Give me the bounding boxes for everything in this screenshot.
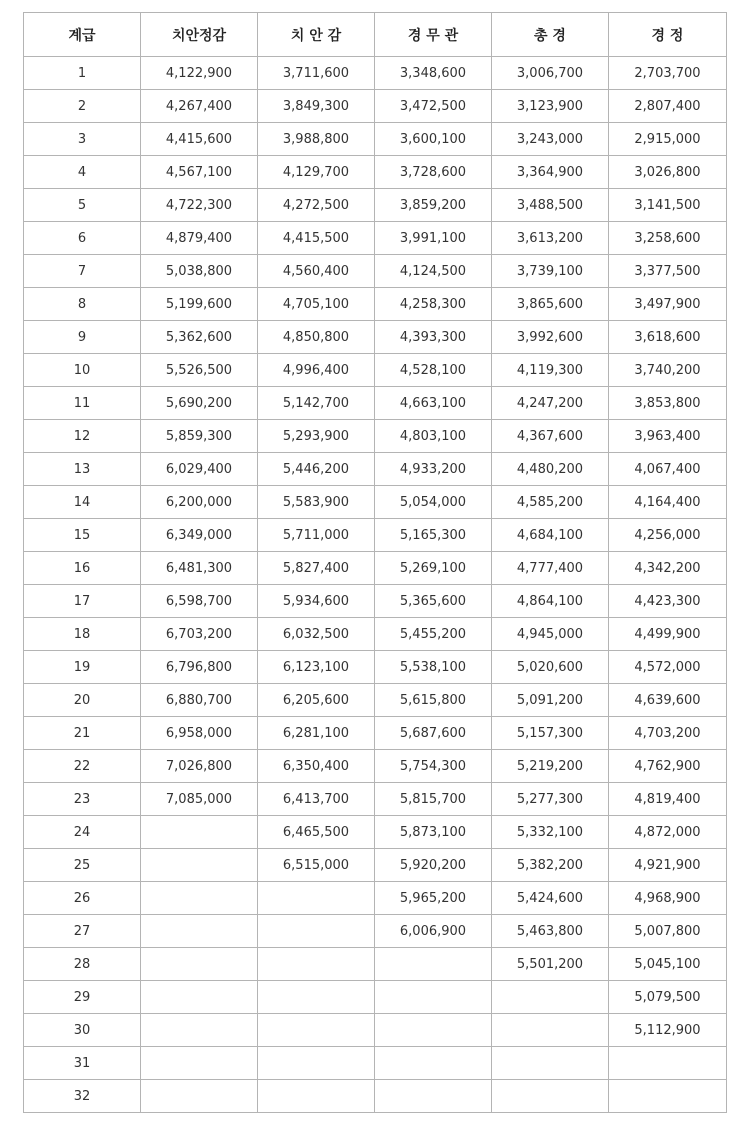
salary-cell: 4,129,700 [258,156,375,189]
salary-cell: 5,157,300 [492,717,609,750]
grade-cell: 12 [24,420,141,453]
salary-cell: 6,703,200 [141,618,258,651]
table-row [24,288,727,321]
salary-cell: 4,684,100 [492,519,609,552]
salary-cell: 4,499,900 [609,618,727,651]
salary-cell: 4,996,400 [258,354,375,387]
salary-cell: 4,663,100 [375,387,492,420]
table-row [24,123,727,156]
salary-cell [375,948,492,981]
salary-cell: 6,413,700 [258,783,375,816]
grade-cell: 3 [24,123,141,156]
salary-cell: 6,281,100 [258,717,375,750]
salary-cell: 4,968,900 [609,882,727,915]
salary-cell: 4,480,200 [492,453,609,486]
salary-cell: 6,598,700 [141,585,258,618]
salary-table-container [23,12,726,1113]
salary-cell: 3,992,600 [492,321,609,354]
salary-cell: 3,348,600 [375,57,492,90]
salary-cell: 2,807,400 [609,90,727,123]
grade-cell: 11 [24,387,141,420]
salary-cell: 5,446,200 [258,453,375,486]
grade-cell: 2 [24,90,141,123]
salary-cell [141,1047,258,1080]
table-row [24,915,727,948]
salary-cell: 3,377,500 [609,255,727,288]
salary-cell: 6,123,100 [258,651,375,684]
salary-cell: 5,269,100 [375,552,492,585]
salary-cell: 5,920,200 [375,849,492,882]
table-row [24,420,727,453]
salary-cell: 3,613,200 [492,222,609,255]
grade-cell: 16 [24,552,141,585]
salary-cell: 3,243,000 [492,123,609,156]
grade-cell: 9 [24,321,141,354]
grade-cell: 7 [24,255,141,288]
salary-cell: 6,481,300 [141,552,258,585]
grade-cell: 18 [24,618,141,651]
grade-cell: 13 [24,453,141,486]
table-row [24,981,727,1014]
salary-cell: 3,364,900 [492,156,609,189]
salary-cell: 3,026,800 [609,156,727,189]
salary-cell: 3,497,900 [609,288,727,321]
salary-cell: 5,332,100 [492,816,609,849]
table-row [24,453,727,486]
salary-cell: 6,032,500 [258,618,375,651]
salary-cell: 5,424,600 [492,882,609,915]
table-row [24,519,727,552]
table-row [24,684,727,717]
table-row [24,552,727,585]
salary-cell: 4,342,200 [609,552,727,585]
salary-cell: 4,572,000 [609,651,727,684]
table-row [24,486,727,519]
salary-cell: 5,382,200 [492,849,609,882]
table-row [24,651,727,684]
salary-cell: 3,006,700 [492,57,609,90]
salary-cell: 3,618,600 [609,321,727,354]
grade-cell: 27 [24,915,141,948]
salary-cell: 5,934,600 [258,585,375,618]
salary-cell [258,981,375,1014]
salary-cell: 3,711,600 [258,57,375,90]
salary-cell: 4,560,400 [258,255,375,288]
table-row [24,750,727,783]
salary-cell: 5,859,300 [141,420,258,453]
grade-cell: 8 [24,288,141,321]
salary-cell: 3,488,500 [492,189,609,222]
table-row [24,1080,727,1113]
table-row [24,585,727,618]
salary-cell: 4,267,400 [141,90,258,123]
table-row [24,1014,727,1047]
salary-cell: 3,853,800 [609,387,727,420]
grade-cell: 17 [24,585,141,618]
salary-cell: 5,815,700 [375,783,492,816]
salary-cell [609,1080,727,1113]
table-row [24,882,727,915]
salary-cell: 5,690,200 [141,387,258,420]
salary-cell: 6,006,900 [375,915,492,948]
salary-cell: 4,803,100 [375,420,492,453]
salary-cell: 4,256,000 [609,519,727,552]
salary-cell [375,1014,492,1047]
salary-cell: 5,362,600 [141,321,258,354]
header-col-3: 경 무 관 [375,13,492,57]
table-row [24,816,727,849]
salary-cell: 4,124,500 [375,255,492,288]
table-row [24,618,727,651]
salary-cell: 4,762,900 [609,750,727,783]
salary-cell: 6,958,000 [141,717,258,750]
salary-cell: 6,350,400 [258,750,375,783]
header-col-2: 치 안 감 [258,13,375,57]
salary-cell: 5,142,700 [258,387,375,420]
salary-cell: 4,415,600 [141,123,258,156]
grade-cell: 10 [24,354,141,387]
salary-cell: 3,859,200 [375,189,492,222]
grade-cell: 24 [24,816,141,849]
salary-cell [141,981,258,1014]
table-row [24,156,727,189]
grade-cell: 23 [24,783,141,816]
salary-cell: 5,365,600 [375,585,492,618]
table-row [24,189,727,222]
salary-cell: 5,965,200 [375,882,492,915]
salary-cell: 2,703,700 [609,57,727,90]
salary-cell: 6,465,500 [258,816,375,849]
salary-cell: 3,963,400 [609,420,727,453]
salary-cell [141,849,258,882]
salary-cell [141,882,258,915]
salary-cell: 4,528,100 [375,354,492,387]
salary-cell: 4,567,100 [141,156,258,189]
salary-cell: 4,864,100 [492,585,609,618]
header-col-1: 치안정감 [141,13,258,57]
salary-cell [258,1014,375,1047]
table-row [24,948,727,981]
salary-cell: 5,091,200 [492,684,609,717]
salary-cell: 5,711,000 [258,519,375,552]
salary-cell: 4,879,400 [141,222,258,255]
header-col-5: 경 정 [609,13,727,57]
salary-cell: 6,200,000 [141,486,258,519]
table-row [24,717,727,750]
table-header-row [24,13,727,57]
salary-cell: 4,639,600 [609,684,727,717]
salary-cell: 4,872,000 [609,816,727,849]
salary-cell: 3,991,100 [375,222,492,255]
salary-cell: 4,415,500 [258,222,375,255]
salary-cell: 5,045,100 [609,948,727,981]
salary-cell: 5,165,300 [375,519,492,552]
salary-cell: 4,258,300 [375,288,492,321]
table-row [24,849,727,882]
salary-cell: 5,754,300 [375,750,492,783]
salary-cell: 3,988,800 [258,123,375,156]
salary-cell: 3,728,600 [375,156,492,189]
grade-cell: 29 [24,981,141,1014]
salary-cell: 5,615,800 [375,684,492,717]
salary-cell [141,1080,258,1113]
salary-cell: 7,085,000 [141,783,258,816]
salary-cell: 3,865,600 [492,288,609,321]
salary-cell [141,1014,258,1047]
salary-cell [258,1047,375,1080]
salary-cell: 4,247,200 [492,387,609,420]
grade-cell: 30 [24,1014,141,1047]
salary-cell: 4,367,600 [492,420,609,453]
salary-cell: 4,921,900 [609,849,727,882]
salary-cell: 6,880,700 [141,684,258,717]
salary-cell: 5,079,500 [609,981,727,1014]
salary-cell: 3,141,500 [609,189,727,222]
salary-cell: 5,293,900 [258,420,375,453]
table-row [24,90,727,123]
salary-cell: 5,827,400 [258,552,375,585]
salary-cell: 4,119,300 [492,354,609,387]
grade-cell: 31 [24,1047,141,1080]
table-row [24,1047,727,1080]
salary-cell: 5,112,900 [609,1014,727,1047]
grade-cell: 4 [24,156,141,189]
grade-cell: 5 [24,189,141,222]
salary-cell: 5,020,600 [492,651,609,684]
salary-cell: 6,515,000 [258,849,375,882]
grade-cell: 25 [24,849,141,882]
salary-cell: 3,258,600 [609,222,727,255]
salary-cell: 3,472,500 [375,90,492,123]
salary-cell: 5,054,000 [375,486,492,519]
salary-cell: 4,164,400 [609,486,727,519]
salary-cell: 5,526,500 [141,354,258,387]
salary-cell: 3,600,100 [375,123,492,156]
salary-cell [141,948,258,981]
table-row [24,321,727,354]
salary-cell: 5,199,600 [141,288,258,321]
salary-cell: 4,423,300 [609,585,727,618]
salary-cell: 3,849,300 [258,90,375,123]
salary-cell: 4,933,200 [375,453,492,486]
salary-cell: 4,585,200 [492,486,609,519]
table-row [24,783,727,816]
salary-cell: 5,219,200 [492,750,609,783]
salary-table [23,12,727,1113]
salary-cell [492,1014,609,1047]
grade-cell: 19 [24,651,141,684]
salary-cell [492,981,609,1014]
salary-cell: 4,393,300 [375,321,492,354]
salary-cell: 5,038,800 [141,255,258,288]
salary-cell: 5,687,600 [375,717,492,750]
salary-cell: 5,583,900 [258,486,375,519]
salary-cell: 5,007,800 [609,915,727,948]
grade-cell: 20 [24,684,141,717]
table-row [24,57,727,90]
salary-cell: 7,026,800 [141,750,258,783]
salary-cell: 2,915,000 [609,123,727,156]
grade-cell: 21 [24,717,141,750]
table-row [24,354,727,387]
salary-cell: 3,740,200 [609,354,727,387]
salary-cell [258,948,375,981]
salary-cell: 4,067,400 [609,453,727,486]
salary-cell: 5,538,100 [375,651,492,684]
salary-cell [492,1080,609,1113]
salary-cell: 5,501,200 [492,948,609,981]
salary-cell [492,1047,609,1080]
salary-cell [375,1047,492,1080]
grade-cell: 28 [24,948,141,981]
salary-cell [375,1080,492,1113]
salary-cell [258,1080,375,1113]
salary-cell: 6,029,400 [141,453,258,486]
salary-cell: 4,122,900 [141,57,258,90]
table-row [24,387,727,420]
salary-cell [609,1047,727,1080]
salary-cell: 3,123,900 [492,90,609,123]
salary-cell: 4,945,000 [492,618,609,651]
salary-cell: 5,277,300 [492,783,609,816]
salary-cell: 4,705,100 [258,288,375,321]
salary-cell: 6,205,600 [258,684,375,717]
salary-cell [141,816,258,849]
grade-cell: 6 [24,222,141,255]
salary-cell [258,882,375,915]
salary-cell: 4,703,200 [609,717,727,750]
table-row [24,255,727,288]
salary-cell: 4,850,800 [258,321,375,354]
grade-cell: 1 [24,57,141,90]
salary-cell: 3,739,100 [492,255,609,288]
salary-cell: 6,349,000 [141,519,258,552]
grade-cell: 26 [24,882,141,915]
salary-cell [258,915,375,948]
salary-cell: 4,819,400 [609,783,727,816]
salary-cell: 5,873,100 [375,816,492,849]
table-body [24,57,727,1113]
salary-cell: 4,272,500 [258,189,375,222]
salary-cell: 5,455,200 [375,618,492,651]
header-grade: 계급 [24,13,141,57]
grade-cell: 15 [24,519,141,552]
table-row [24,222,727,255]
salary-cell: 5,463,800 [492,915,609,948]
salary-cell [375,981,492,1014]
grade-cell: 22 [24,750,141,783]
salary-cell [141,915,258,948]
salary-cell: 6,796,800 [141,651,258,684]
grade-cell: 32 [24,1080,141,1113]
salary-cell: 4,777,400 [492,552,609,585]
header-col-4: 총 경 [492,13,609,57]
grade-cell: 14 [24,486,141,519]
salary-cell: 4,722,300 [141,189,258,222]
